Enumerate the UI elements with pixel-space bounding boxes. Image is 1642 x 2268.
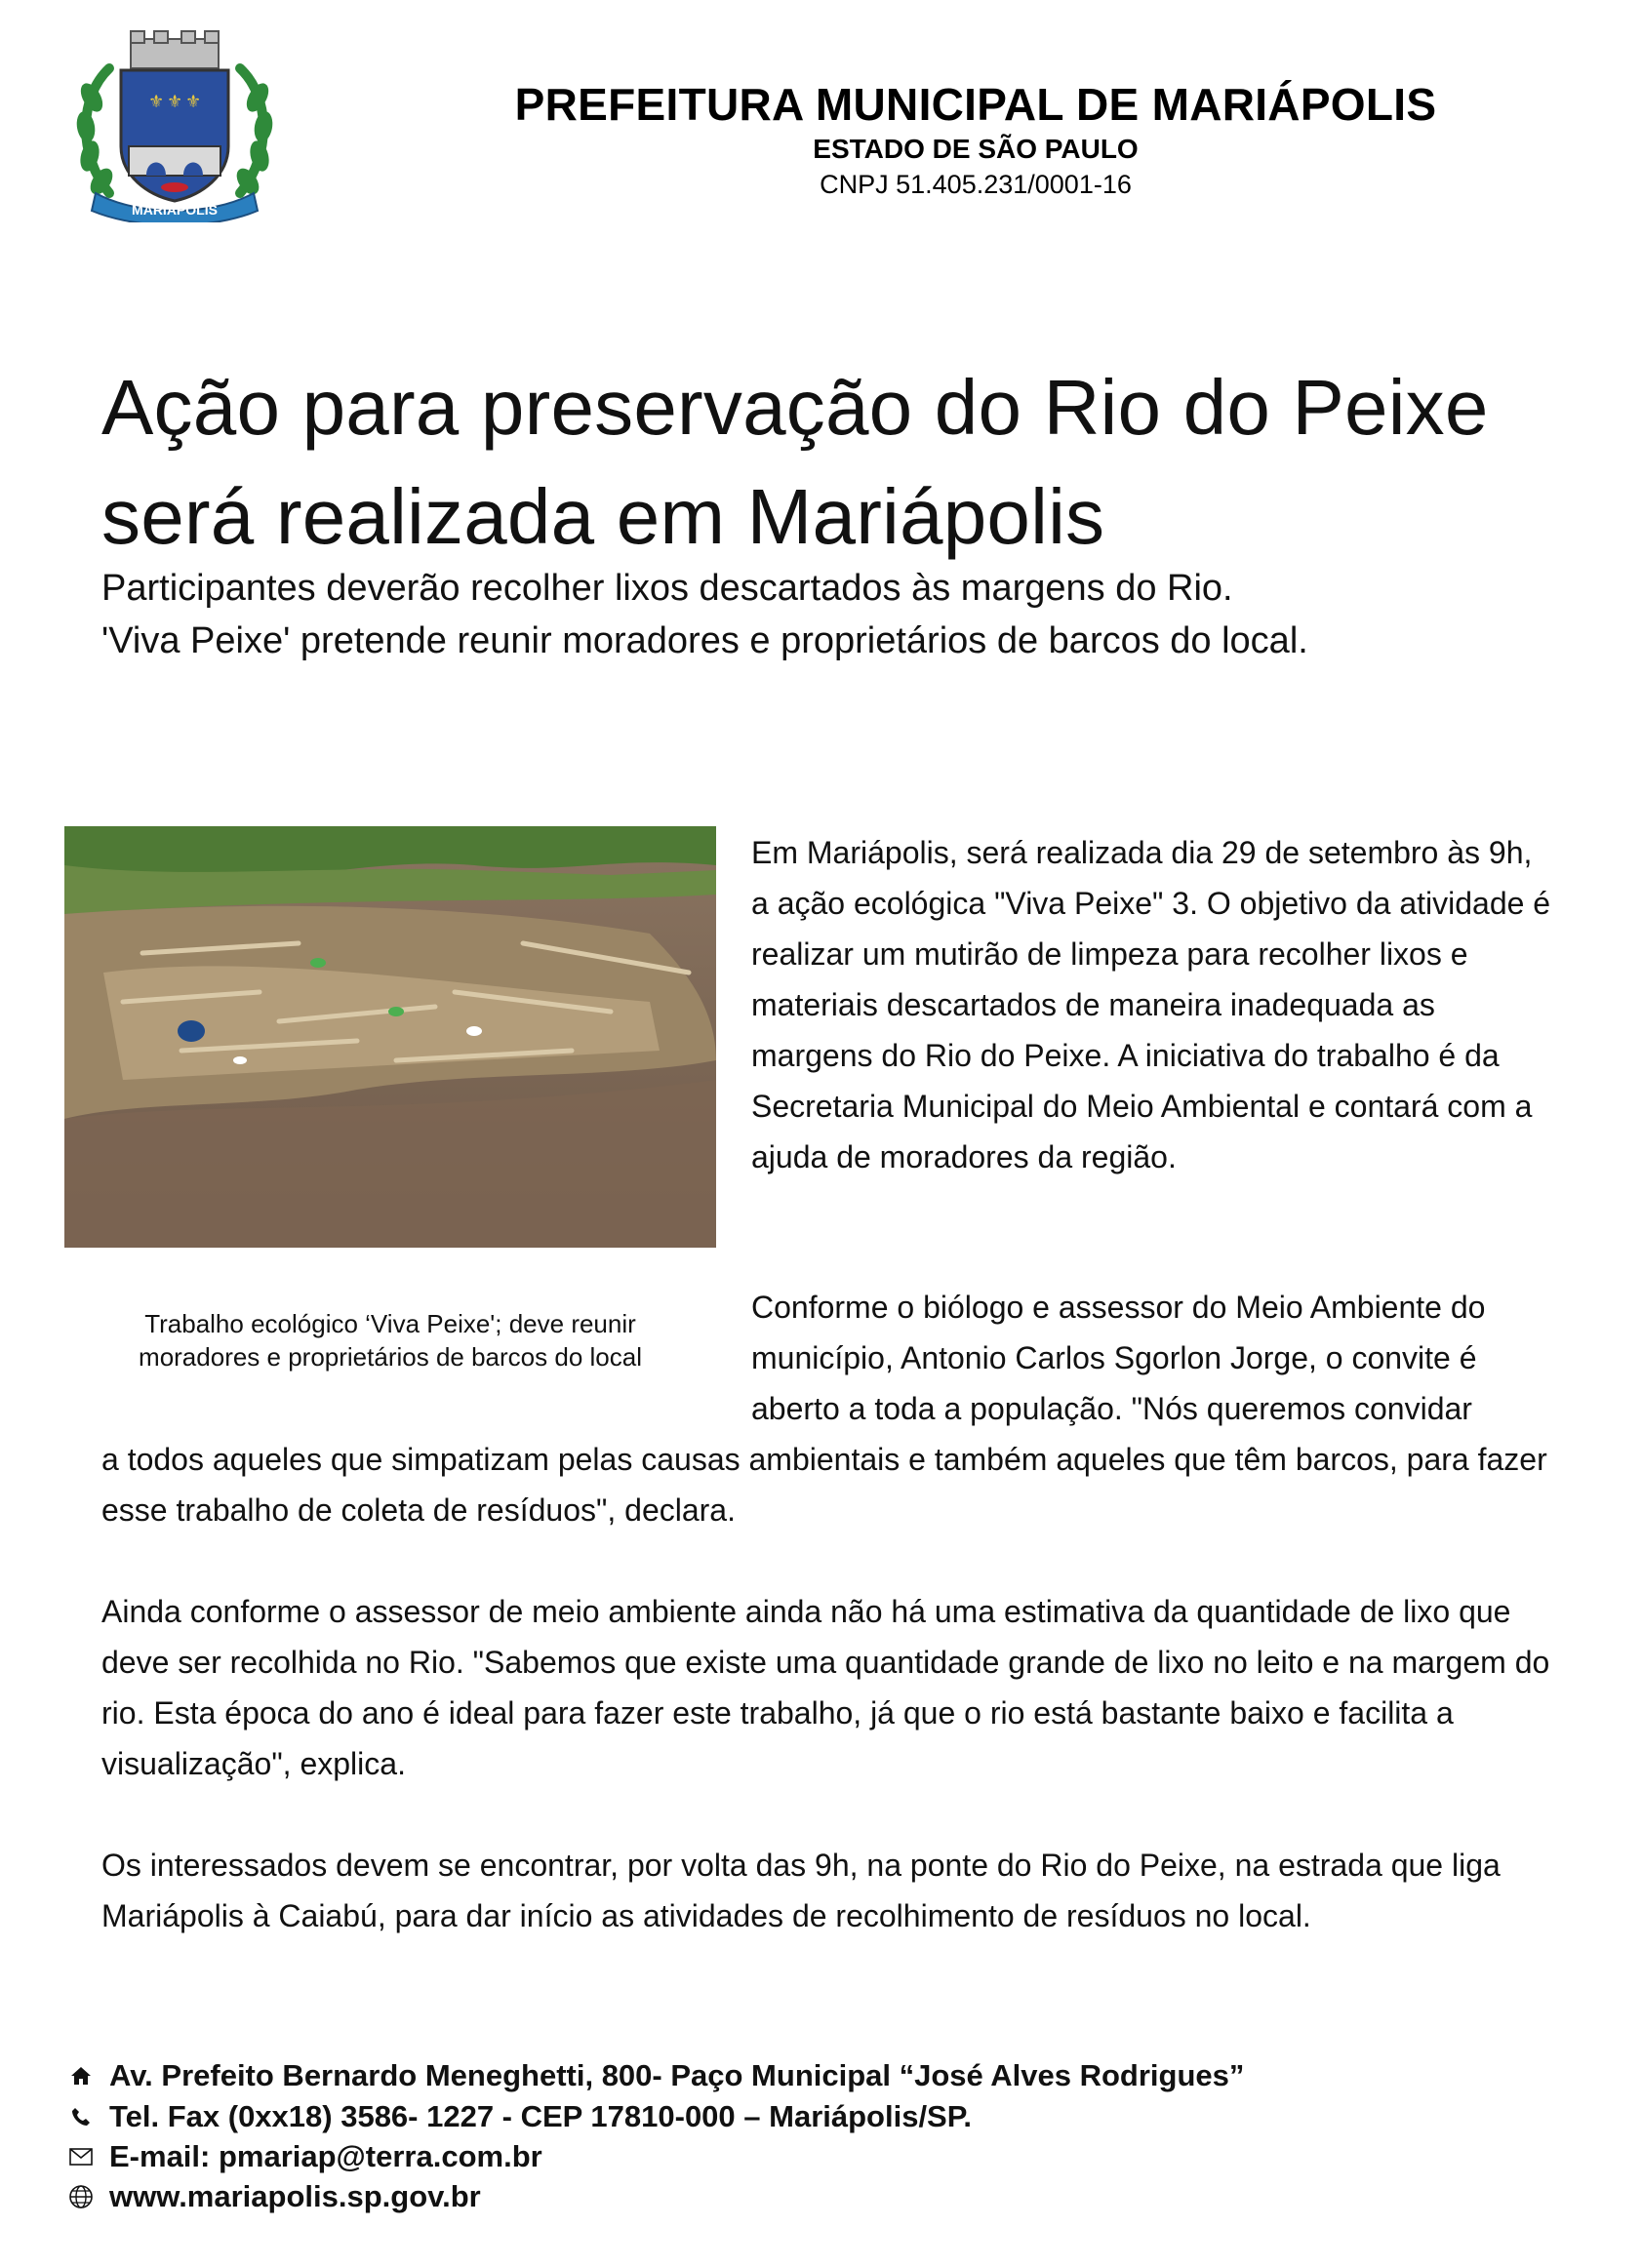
footer-website-link[interactable]: www.mariapolis.sp.gov.br bbox=[109, 2179, 481, 2213]
article-headline: Ação para preservação do Rio do Peixe será realizada em Mariápolis bbox=[101, 364, 1489, 560]
article-paragraph-2-start: Conforme o biólogo e assessor do Meio Ambiente do município, Antonio Carlos Sgorlon Jorge, o convite é aberto a toda a população. "Nós queremos convidar bbox=[751, 1290, 1486, 1426]
cnpj-label: CNPJ 51.405.231/0001-16 bbox=[820, 170, 1132, 199]
footer-address bbox=[64, 2056, 1528, 2095]
footer-email-link[interactable]: E-mail: pmariap@terra.com.br bbox=[109, 2139, 542, 2173]
svg-text:⚜: ⚜ bbox=[148, 92, 165, 112]
svg-text:⚜: ⚜ bbox=[185, 92, 202, 112]
article-subtitle-1: Participantes deverão recolher lixos descartados às margens do Rio. bbox=[101, 568, 1233, 609]
article-paragraph-2-end: a todos aqueles que simpatizam pelas causas ambientais e também aqueles que têm barcos, para fazer esse trabalho de coleta de resíduos", declara. bbox=[101, 1442, 1547, 1528]
envelope-icon bbox=[64, 2141, 98, 2172]
article-paragraph-1: Em Mariápolis, será realizada dia 29 de setembro às 9h, a ação ecológica "Viva Peixe" 3. O objetivo da atividade é realizar um mutirão de limpeza para recolher lixos e materiais descartados de maneira inadequada as margens do Rio do Peixe. A iniciativa do trabalho é da Secretaria Municipal do Meio Ambiental e contará com a ajuda de moradores da região. bbox=[751, 835, 1551, 1174]
svg-text:⚜: ⚜ bbox=[167, 92, 183, 112]
crest-banner-text: MARIÁPOLIS bbox=[132, 202, 218, 218]
globe-icon bbox=[64, 2181, 98, 2212]
article-paragraph-4: Os interessados devem se encontrar, por volta das 9h, na ponte do Rio do Peixe, na estrada que liga Mariápolis à Caiabú, para dar início as atividades de recolhimento de resíduos no local. bbox=[101, 1848, 1501, 1933]
article-paragraph-3: Ainda conforme o assessor de meio ambiente ainda não há uma estimativa da quantidade de lixo que deve ser recolhida no Rio. "Sabemos que existe uma quantidade grande de lixo no leito e na margem do rio. Esta época do ano é ideal para fazer este trabalho, já que o rio está bastante baixo e facilita a visualização", explica. bbox=[101, 1594, 1550, 1781]
phone-icon bbox=[64, 2101, 98, 2132]
municipal-crest-logo bbox=[70, 29, 279, 222]
home-icon bbox=[64, 2060, 98, 2091]
footer-address-text: Av. Prefeito Bernardo Meneghetti, 800- Paço Municipal “José Alves Rodrigues” bbox=[109, 2058, 1245, 2092]
article-subtitle-2: 'Viva Peixe' pretende reunir moradores e proprietários de barcos do local. bbox=[101, 620, 1308, 661]
state-label: ESTADO DE SÃO PAULO bbox=[813, 134, 1139, 164]
river-debris-photo bbox=[64, 826, 716, 1248]
footer-email bbox=[64, 2137, 1528, 2176]
municipality-title: PREFEITURA MUNICIPAL DE MARIÁPOLIS bbox=[514, 79, 1437, 130]
footer-website bbox=[64, 2177, 1528, 2216]
photo-caption: Trabalho ecológico ‘Viva Peixe'; deve reunir moradores e proprietários de barcos do local bbox=[139, 1309, 642, 1372]
footer-phone bbox=[64, 2097, 1528, 2136]
footer-phone-text: Tel. Fax (0xx18) 3586- 1227 - CEP 17810-000 – Mariápolis/SP. bbox=[109, 2099, 973, 2133]
